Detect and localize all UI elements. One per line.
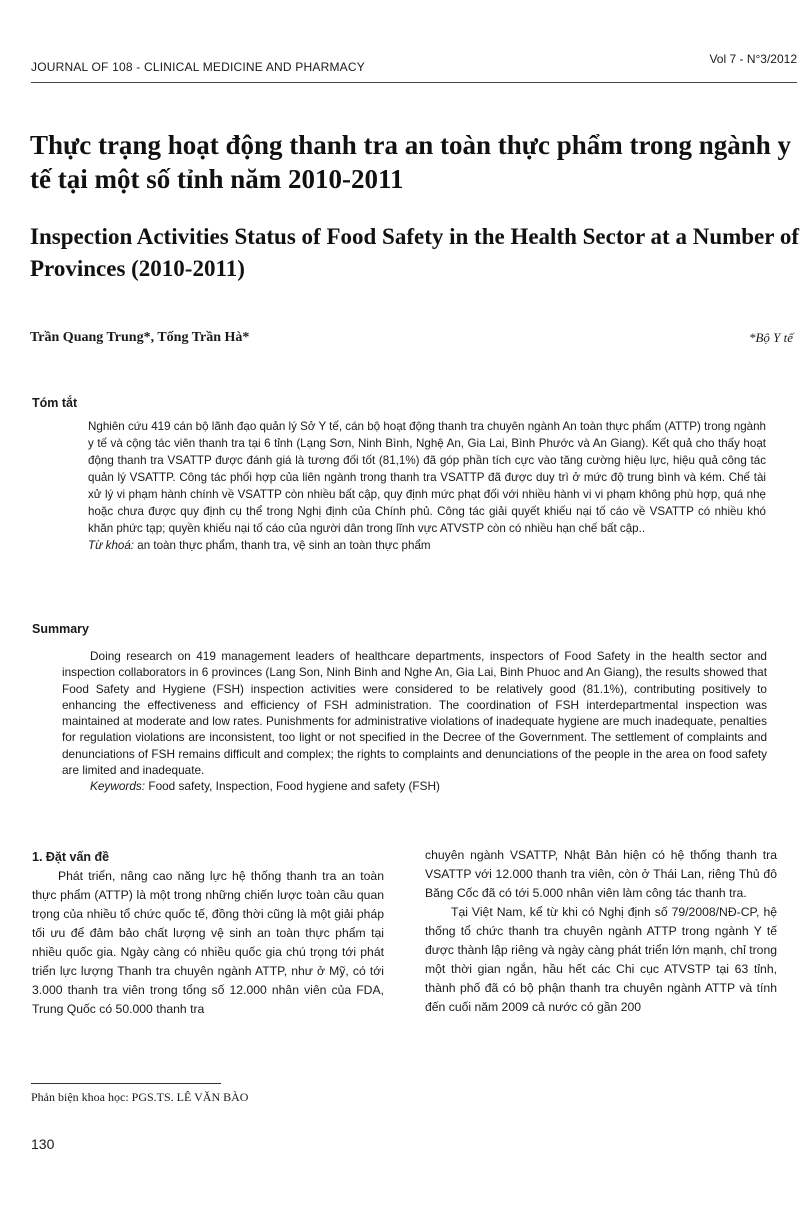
abstract-body: Nghiên cứu 419 cán bộ lãnh đạo quản lý Sở Y tế, cán bộ hoạt động thanh tra chuyên ngành An toàn thực phẩm (ATTP) trong ngành y tế và cộng tác viên thanh tra tại 6 tỉnh (Lạng Sơn, Ninh Bình, Nghệ An, Gia Lai, Bình Phước và An Giang). Kết quả cho thấy hoạt động thanh tra VSATTP được đánh giá là tương đối tốt (81,1%) đã góp phần tích cực vào tăng cường hiệu lực, hiệu quả công tác quản lý VSATTP. Công tác phối hợp của liên ngành trong thanh tra VSATTP đã được duy trì ở mức độ trung bình và kém. Chế tài xử lý vi phạm hành chính về VSATTP còn nhiều bất cập, quy định mức phạt đối với nhiều hành vi vi phạm không phù hợp, quá nhẹ hoặc chưa được quy định cụ thể trong Nghị định của Chính phủ. Công tác giải quyết khiếu nại tố cáo về VSATTP có nhiều khó khăn phức tạp; quyền khiếu nại tố cáo của người dân trong lĩnh vực ATVSTP còn có nhiều hạn chế bất cập..	[88, 420, 766, 535]
right-column	[425, 846, 777, 1017]
running-header	[31, 52, 797, 76]
keywords-label: Từ khoá:	[88, 539, 135, 552]
author-affiliation: *Bộ Y tế	[748, 330, 793, 345]
summary-english	[62, 648, 767, 795]
summary-keywords	[62, 778, 767, 794]
summary-body: Doing research on 419 management leaders of healthcare departments, inspectors of Food Safety in the health sector and inspection collaborators in 6 provinces (Lang Son, Ninh Binh and Nghe An, Gia Lai, Binh Phuoc and An Giang), the results showed that Food Safety and Hygiene (FSH) inspection activities were considered to be relatively good (81.1%), contributing positively to enhancing the effectiveness and efficiency of FSH administration. The coordination of FSH interdepartmental inspection was maintained at moderate and low rates. Punishments for administrative violations of inadequate hygiene are much inadequate, penalties for regulation violations are inconsistent, too light or not specified in the Decree of the Government. The settlement of complaints and denunciations of FSH remains difficult and complex; the rights to complaints and denunciations of the people in the area on food safety are limited and inadequate.	[62, 649, 767, 778]
abstract-vietnamese	[88, 418, 766, 554]
page-number: 130	[31, 1136, 55, 1152]
author-list: Trần Quang Trung*, Tống Trần Hà*	[30, 330, 250, 345]
abstract-heading: Tóm tắt	[32, 396, 78, 410]
section-heading-introduction: 1. Đặt vấn đề	[32, 850, 110, 864]
keywords-label: Keywords:	[90, 779, 146, 794]
volume-issue: Vol 7 - N°3/2012	[709, 52, 797, 66]
summary-heading: Summary	[32, 622, 89, 636]
keywords-text: Food safety, Inspection, Food hygiene and safety (FSH)	[148, 779, 440, 794]
article-title-vietnamese: Thực trạng hoạt động thanh tra an toàn thực phẩm trong ngành y tế tại một số tỉnh năm 2010-2011	[30, 130, 792, 194]
left-column	[32, 848, 384, 1019]
paragraph: Phát triển, nâng cao năng lực hệ thống thanh tra an toàn thực phẩm (ATTP) là một trong những chiến lược toàn cầu quan trọng của nhiều tổ chức quốc tế, đồng thời cũng là một giải pháp tối ưu để đảm bảo chất lượng vệ sinh an toàn thực phẩm tại nhiều quốc gia. Ngày càng có nhiều quốc gia chú trọng tới phát triển lực lượng Thanh tra chuyên ngành ATTP, như ở Mỹ, có tới 3.000 thanh tra viên trong tổng số 12.000 nhân viên của FDA, Trung Quốc có 50.000 thanh tra	[32, 869, 384, 1016]
paragraph: Tại Việt Nam, kể từ khi có Nghị định số 79/2008/NĐ-CP, hệ thống tổ chức thanh tra chuyên ngành ATTP trong ngành Y tế được thành lập riêng và ngày càng phát triển lớn mạnh, chỉ trong một thời gian ngắn, hầu hết các Chi cục ATVSTP tại 63 tỉnh, thành phố đã có bộ phận thanh tra chuyên ngành ATTP và tính đến cuối năm 2009 cả nước có gần 200	[425, 905, 777, 1014]
footnote-rule	[31, 1083, 221, 1084]
journal-name: JOURNAL OF 108 - CLINICAL MEDICINE AND PHARMACY	[31, 60, 365, 74]
paragraph: chuyên ngành VSATTP, Nhật Bản hiện có hệ thống thanh tra VSATTP với 12.000 thanh tra viên, còn ở Thái Lan, riêng Thủ đô Băng Cốc đã có tới 5.000 nhân viên làm công tác thanh tra.	[425, 848, 777, 900]
article-title-english: Inspection Activities Status of Food Safety in the Health Sector at a Number of Provinces (2010-2011)	[30, 224, 799, 281]
reviewer-footnote: Phản biện khoa học: PGS.TS. LÊ VĂN BÀO	[31, 1090, 249, 1104]
abstract-keywords	[88, 537, 766, 554]
header-rule	[31, 82, 797, 83]
keywords-text: an toàn thực phẩm, thanh tra, vệ sinh an toàn thực phẩm	[137, 539, 431, 552]
